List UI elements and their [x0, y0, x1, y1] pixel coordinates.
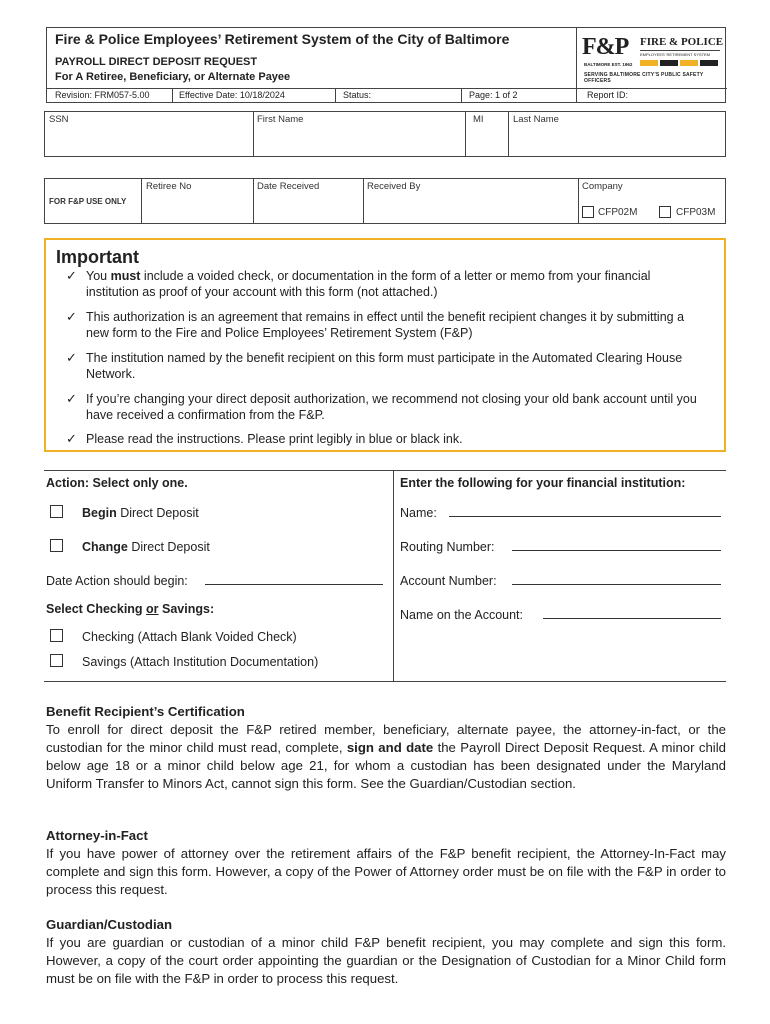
select-or: or	[146, 602, 159, 616]
certification-text-part: To enroll for direct deposit the F&P retired member, beneficiary, alternate payee, the attorney-in-fact, or the custodian for the minor child must read, complete,	[46, 722, 726, 755]
change-text: Direct Deposit	[127, 540, 210, 554]
logo-bar	[680, 60, 698, 66]
routing-number-label: Routing Number:	[400, 540, 495, 554]
begin-label	[82, 506, 199, 520]
attorney-text: If you have power of attorney over the retirement affairs of the F&P benefit recipient, the Attorney-In-Fact may complete and sign this form. However, a copy of the Power of Attorney order must be on file with the F&P in order to process this request.	[46, 846, 726, 897]
last-name-label: Last Name	[513, 114, 559, 125]
cfp02m-label: CFP02M	[598, 207, 638, 218]
routing-number-field[interactable]	[512, 550, 721, 551]
form-for: For A Retiree, Beneficiary, or Alternate Payee	[55, 71, 291, 83]
action-heading: Action: Select only one.	[46, 476, 188, 490]
date-begin-field[interactable]	[205, 584, 383, 585]
first-name-label: First Name	[257, 114, 304, 125]
logo-bar	[640, 60, 658, 66]
fp-logo	[582, 32, 724, 86]
important-item	[66, 350, 706, 382]
begin-emphasis: Begin	[82, 506, 117, 520]
begin-text: Direct Deposit	[116, 506, 199, 520]
important-notice	[44, 238, 726, 452]
attorney-section	[46, 827, 726, 899]
item-text: The institution named by the benefit recipient on this form must participate in the Automated Clearing House Network.	[86, 351, 683, 381]
account-number-label: Account Number:	[400, 574, 497, 588]
item-text: include a voided check, or documentation in the form of a letter or memo from your financial institution as proof of your account with this form (not attached.)	[86, 269, 651, 299]
important-item	[66, 431, 706, 447]
mi-field[interactable]	[466, 126, 506, 155]
retiree-no-label: Retiree No	[146, 181, 192, 192]
logo-bar	[660, 60, 678, 66]
page-number: Page: 1 of 2	[469, 90, 518, 100]
select-text: Select Checking	[46, 602, 147, 616]
date-begin-label: Date Action should begin:	[46, 574, 188, 588]
item-text: This authorization is an agreement that remains in effect until the benefit recipient changes it by submitting a new form to the Fire and Police Employees’ Retirement System (F&P)	[86, 310, 685, 340]
revision: Revision: FRM057-5.00	[55, 90, 150, 100]
logo-monogram: F&P	[582, 34, 629, 60]
checking-checkbox[interactable]	[50, 629, 63, 642]
begin-checkbox[interactable]	[50, 505, 63, 518]
important-title: Important	[56, 247, 139, 267]
form-header	[46, 27, 726, 103]
name-on-account-label: Name on the Account:	[400, 608, 523, 622]
logo-divider	[640, 50, 720, 51]
guardian-section	[46, 916, 726, 988]
logo-name: FIRE & POLICE	[640, 36, 724, 48]
report-id-label: Report ID:	[587, 90, 629, 100]
guardian-text: If you are guardian or custodian of a minor child F&P benefit recipient, you may complete and sign this form. However, a copy of the court order appointing the guardian or the Designation of Custodian for a Minor Child form must be on file with the F&P in order to process this request.	[46, 935, 726, 986]
meta-divider	[576, 89, 577, 103]
meta-divider	[335, 89, 336, 103]
checkmark-icon: ✓	[66, 268, 77, 283]
first-name-field[interactable]	[254, 126, 462, 155]
important-item	[66, 268, 706, 300]
checkmark-icon: ✓	[66, 391, 77, 406]
header-meta-row	[47, 88, 727, 103]
certification-section	[46, 703, 726, 793]
select-account-type	[46, 602, 214, 616]
item-emphasis: must	[110, 269, 141, 283]
ssn-field[interactable]	[46, 126, 250, 155]
date-received-label: Date Received	[257, 181, 320, 192]
company-label: Company	[582, 181, 623, 192]
guardian-heading: Guardian/Custodian	[46, 917, 173, 932]
office-use-label: FOR F&P USE ONLY	[49, 197, 127, 206]
logo-tagline: SERVING BALTIMORE CITY’S PUBLIC SAFETY OFFICERS	[584, 72, 704, 84]
certification-heading: Benefit Recipient’s Certification	[46, 704, 245, 719]
field-divider	[578, 179, 579, 223]
certification-text-part: the Payroll Direct Deposit Request. A minor child below age 18 or a minor child below age 21, for whom a custodian has been designated under the Maryland Uniform Transfer to Minors Act, cannot sign this form. See the Guardian/Custodian section.	[46, 740, 726, 791]
form-name: PAYROLL DIRECT DEPOSIT REQUEST	[55, 56, 258, 68]
field-divider	[363, 179, 364, 223]
field-divider	[253, 179, 254, 223]
important-item	[66, 309, 706, 341]
savings-label: Savings (Attach Institution Documentation)	[82, 655, 319, 669]
item-text: Please read the instructions. Please print legibly in blue or black ink.	[86, 432, 463, 446]
certification-text	[46, 721, 726, 793]
important-item	[66, 391, 706, 423]
field-divider	[141, 179, 142, 223]
logo-bar	[700, 60, 718, 66]
logo-established: BALTIMORE EST. 1962	[584, 62, 633, 67]
checkmark-icon: ✓	[66, 350, 77, 365]
item-text: You	[86, 269, 111, 283]
checkmark-icon: ✓	[66, 431, 77, 446]
item-text: If you’re changing your direct deposit authorization, we recommend not closing your old bank account until you have received a confirmation from the F&P.	[86, 392, 697, 422]
select-text: Savings:	[158, 602, 215, 616]
checkmark-icon: ✓	[66, 309, 77, 324]
meta-divider	[172, 89, 173, 103]
mi-label: MI	[473, 114, 484, 125]
logo-bars	[640, 60, 720, 66]
change-emphasis: Change	[82, 540, 128, 554]
change-label	[82, 540, 210, 554]
attorney-heading: Attorney-in-Fact	[46, 828, 148, 843]
checking-label: Checking (Attach Blank Voided Check)	[82, 630, 297, 644]
effective-date: Effective Date: 10/18/2024	[179, 90, 285, 100]
header-divider	[576, 28, 577, 88]
header-title: Fire & Police Employees’ Retirement System of the City of Baltimore	[55, 31, 510, 47]
last-name-field[interactable]	[509, 126, 723, 155]
ssn-label: SSN	[49, 114, 69, 125]
meta-divider	[461, 89, 462, 103]
cfp03m-checkbox[interactable]	[659, 206, 671, 218]
section-divider	[393, 471, 394, 682]
cfp03m-label: CFP03M	[676, 207, 716, 218]
change-checkbox[interactable]	[50, 539, 63, 552]
name-on-account-field[interactable]	[543, 618, 721, 619]
logo-subtitle: EMPLOYEES’ RETIREMENT SYSTEM	[640, 52, 711, 57]
financial-heading: Enter the following for your financial institution:	[400, 476, 686, 490]
bank-name-field[interactable]	[449, 516, 721, 517]
received-by-label: Received By	[367, 181, 421, 192]
bank-name-label: Name:	[400, 506, 437, 520]
savings-checkbox[interactable]	[50, 654, 63, 667]
status-label: Status:	[343, 90, 372, 100]
account-number-field[interactable]	[512, 584, 721, 585]
cfp02m-checkbox[interactable]	[582, 206, 594, 218]
certification-emphasis: sign and date	[346, 740, 434, 755]
